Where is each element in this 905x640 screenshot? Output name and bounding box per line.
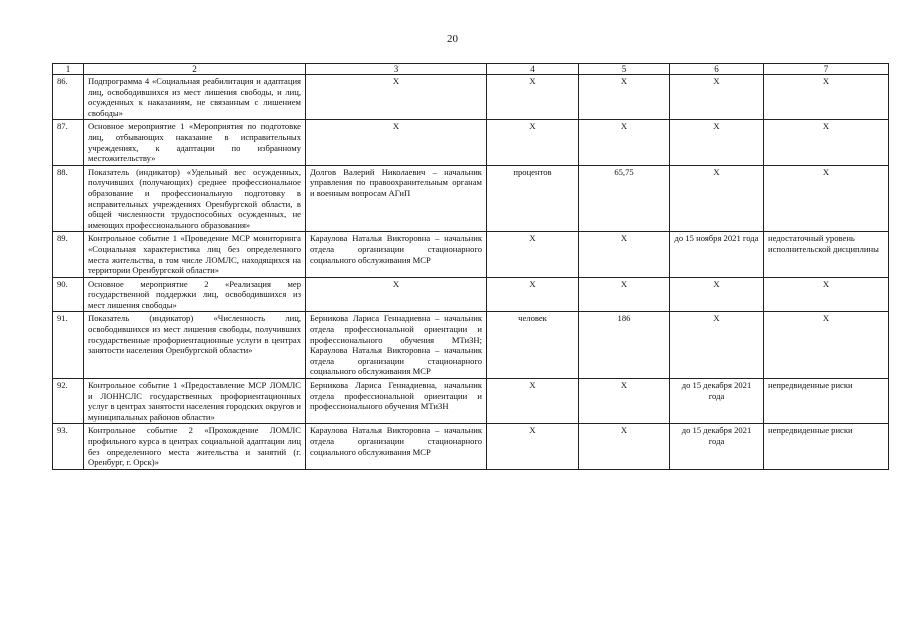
value: Х [579,277,670,312]
responsible: Х [306,277,487,312]
item-name: Показатель (индикатор) «Численность лиц, освободившихся из мест лишения свободы, получивших государственные профориентационные услуги в центрах занятости населения Оренбургской области» [84,312,306,379]
responsible: Долгов Валерий Николаевич – начальник управления по правоохранительным органам и военным вопросам АГиП [306,165,487,232]
row-number: 93. [53,424,84,469]
table-row [53,75,889,120]
responsible: Берникова Лариса Геннадиевна – начальник отдела профессиональной ориентации и профессионального обучения МТиЗН; Караулова Наталья Викторовна – начальник отдела организации стационарного социального обслуживания МСР [306,312,487,379]
row-number: 89. [53,232,84,277]
unit: Х [487,424,579,469]
unit: Х [487,379,579,424]
item-name: Основное мероприятие 2 «Реализация мер государственной поддержки лиц, освободившихся из мест лишения свободы» [84,277,306,312]
unit: Х [487,277,579,312]
table-row [53,120,889,165]
value: Х [579,232,670,277]
column-header-2: 2 [84,64,306,75]
item-name: Показатель (индикатор) «Удельный вес осужденных, получивших (получающих) среднее профессиональное образование и профессиональную подготовку в исправительных учреждениях Оренбургской области, в общей численности трудоспособных осужденных, не имеющих профессионального образования» [84,165,306,232]
unit: процентов [487,165,579,232]
responsible: Караулова Наталья Викторовна – начальник отдела организации стационарного социального обслуживания МСР [306,424,487,469]
value: 186 [579,312,670,379]
row-number: 87. [53,120,84,165]
value: Х [579,75,670,120]
column-header-3: 3 [306,64,487,75]
column-header-5: 5 [579,64,670,75]
column-header-7: 7 [764,64,889,75]
risks: непредвиденные риски [764,424,889,469]
deadline: Х [670,312,764,379]
deadline: до 15 ноября 2021 года [670,232,764,277]
row-number: 86. [53,75,84,120]
risks: Х [764,120,889,165]
row-number: 91. [53,312,84,379]
item-name: Контрольное событие 2 «Прохождение ЛОМЛС профильного курса в центрах социальной адаптации лиц без определенного места жительства и занятий (г. Оренбург, г. Орск)» [84,424,306,469]
risks: Х [764,277,889,312]
value: Х [579,120,670,165]
row-number: 90. [53,277,84,312]
item-name: Контрольное событие 1 «Предоставление МСР ЛОМЛС и ЛОННСЛС государственных профориентационных услуг в центрах занятости населения городских округов и муниципальных районов области» [84,379,306,424]
risks: Х [764,165,889,232]
unit: человек [487,312,579,379]
risks: непредвиденные риски [764,379,889,424]
page-number: 20 [447,33,458,45]
deadline: Х [670,165,764,232]
column-header-1: 1 [53,64,84,75]
row-number: 88. [53,165,84,232]
unit: Х [487,120,579,165]
value: Х [579,424,670,469]
table-row [53,232,889,277]
column-header-4: 4 [487,64,579,75]
table-row [53,312,889,379]
table-row [53,277,889,312]
deadline: до 15 декабря 2021 года [670,379,764,424]
row-number: 92. [53,379,84,424]
deadline: Х [670,277,764,312]
responsible: Караулова Наталья Викторовна – начальник отдела организации стационарного социального обслуживания МСР [306,232,487,277]
responsible: Х [306,120,487,165]
value: 65,75 [579,165,670,232]
plan-table [52,63,889,470]
item-name: Подпрограмма 4 «Социальная реабилитация и адаптация лиц, освободившихся из мест лишения свободы, и лиц, осужденных к наказаниям, не связанным с лишением свободы» [84,75,306,120]
unit: Х [487,232,579,277]
risks: Х [764,75,889,120]
item-name: Контрольное событие 1 «Проведение МСР мониторинга «Социальная характеристика лиц без определенного места жительства, в том числе ЛОМЛС, находящихся на территории Оренбургской области» [84,232,306,277]
table-row [53,379,889,424]
responsible: Берникова Лариса Геннадиевна, начальник отдела профессиональной ориентации и профессионального обучения МТиЗН [306,379,487,424]
value: Х [579,379,670,424]
column-header-6: 6 [670,64,764,75]
responsible: Х [306,75,487,120]
risks: недостаточный уровень исполнительской дисциплины [764,232,889,277]
table-row [53,165,889,232]
deadline: до 15 декабря 2021 года [670,424,764,469]
deadline: Х [670,75,764,120]
table-row [53,424,889,469]
item-name: Основное мероприятие 1 «Мероприятия по подготовке лиц, отбывающих наказание в исправительных учреждениях, к адаптации по избранному местожительству» [84,120,306,165]
unit: Х [487,75,579,120]
risks: Х [764,312,889,379]
column-number-row [53,64,889,75]
deadline: Х [670,120,764,165]
